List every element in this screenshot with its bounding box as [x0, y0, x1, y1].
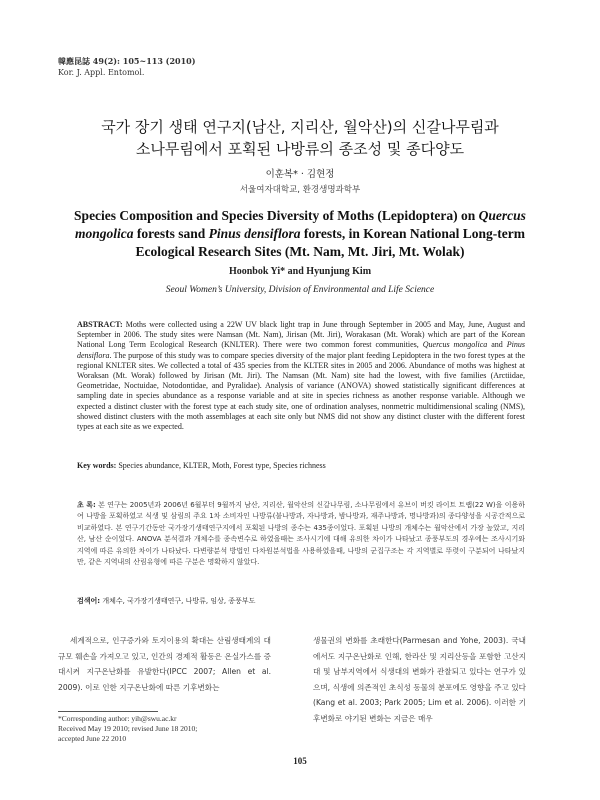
abstract-species-1: Quercus mongolica	[422, 340, 488, 350]
korean-authors: 이훈복* · 김현정	[265, 169, 335, 180]
korean-title-line-2: 소나무림에서 포획된 나방류의 종조성 및 종다양도	[135, 140, 465, 158]
english-keywords	[77, 461, 525, 470]
abstract-text-b: and	[487, 340, 507, 350]
english-abstract	[77, 320, 525, 432]
korean-title	[40, 116, 560, 160]
abstract-species-2: Pinus densiflora	[77, 340, 525, 360]
keywords-text: Species abundance, KLTER, Moth, Forest type, Species richness	[116, 461, 326, 470]
abstract-label: ABSTRACT:	[77, 320, 123, 329]
journal-header	[58, 56, 196, 78]
korean-keywords-text: 개체수, 국가장기생태연구, 나방류, 임상, 종풍부도	[100, 597, 256, 605]
footnote-corresponding-author: *Corresponding author: yih@swu.ac.kr	[58, 714, 177, 723]
footnote-accepted: accepted June 22 2010	[58, 734, 127, 743]
english-affiliation: Seoul Women’s University, Division of Environmental and Life Science	[165, 285, 435, 295]
footnote	[58, 714, 271, 744]
footnote-divider	[58, 711, 158, 712]
korean-keywords	[77, 596, 525, 606]
korean-abstract	[77, 500, 525, 568]
korean-title-line-1: 국가 장기 생태 연구지(남산, 지리산, 월악산)의 신갈나무림과	[101, 118, 499, 136]
english-title	[50, 207, 550, 261]
journal-abbreviation: Kor. J. Appl. Entomol.	[58, 68, 145, 77]
abstract-text-a: Moths were collected using a 22W UV black light trap in June through September in 2005 and May, June, August and September in 2006. The study sites were Namsan (Mt. Nam), Jirisan (Mt. Jiri), Worakasan (Mt. Worak) which are part of the Korean National Long Term Ecological Research (KNLTER). There were two common forest communities,	[77, 320, 525, 350]
footnote-received: Received May 19 2010; revised June 18 2010;	[58, 724, 198, 733]
korean-affiliation: 서울여자대학교, 환경생명과학부	[239, 185, 361, 195]
english-title-part-3: forests, in Korean National Long-term Ecological Research Sites (Mt. Nam, Mt. Jiri, Mt. Wolak)	[135, 226, 526, 259]
abstract-text-c: . The purpose of this study was to compare species diversity of the major plant feeding Lepidoptera in the two forest types at the regional KNLTER sites. We collected a total of 435 species from the KLTER sites in 2005 and 2006. Abundance of moths was highest at Woraksan (Mt. Worak) followed by Jirisan (Mt. Jiri). The Namsan (Mt. Nam) site had the lowest, with five families (Arctiidae, Geometridae, Noctuidae, Notodontidae, and Pyralidae). Analysis of variance (ANOVA) showed statistically significant differences at sampling date in species abundance as a response variable and at site in species richness as another response variable. Although we expected a distinct cluster with the forest type at each study site, one of ordination analyses, nonmetric multidimensional scaling (NMS), showed distinct clusters with the moth assemblages at each site only but NMS did not show any distinct cluster with the different forest types at each site as we expected.	[77, 350, 525, 432]
journal-citation: 韓應昆誌 49(2): 105~113 (2010)	[58, 56, 196, 66]
english-title-part-2: forests sand	[133, 226, 209, 241]
keywords-label: Key words:	[77, 461, 117, 470]
body-column-right: 생물권의 변화를 초래한다(Parmesan and Yohe, 2003). 국내에서도 지구온난화로 인해, 한라산 및 지리산등을 포함한 고산지대 및 남부지역에서 식생대의 변화가 관찰되고 있다는 연구가 있으며, 식생에 의존적인 초식성 동물의 분포에도 영향을 주고 있다(Kang et al. 2003; Park 2005; Lim et al. 2006). 이러한 기후변화로 야기된 변화는 지금은 매우	[313, 636, 526, 723]
korean-abstract-text: 본 연구는 2005년과 2006년 6월부터 9월까지 남산, 지리산, 월악산의 신갈나무림, 소나무림에서 유브이 버킷 라이트 트랩(22 W)을 이용하여 나방을 포획하였고 식생 및 삼림의 주요 1차 소비자인 나방류(불나방과, 자나방과, 밤나방과, 재주나방과, 명나방과)의 종다양성을 시공간적으로 비교하였다. 본 연구기간동안 국가장기생태연구지에서 포획된 나방의 종수는 435종이었다. 포획된 나방의 개체수는 월악산에서 가장 높았고, 지리산, 남산 순이었다. ANOVA 분석결과 개체수를 종속변수로 하였을때는 조사시기에 대해 유의한 차이가 나타났고 종풍부도의 경우에는 조사시기와 지역에 따른 유의한 차이가 나타났다. 다변량분석 방법인 다차원분석법을 사용하였을때, 나방의 군집구조는 각 지역별로 뚜렷이 구분되어 나타났지만, 같은 지역내의 산림유형에 따른 구분은 명확하지 않았다.	[77, 501, 525, 567]
body-column-left: 세계적으로, 인구증가와 토지이용의 확대는 산림생태계의 대규모 훼손을 가져오고 있고, 인간의 경제적 활동은 온실가스를 증대시켜 지구온난화를 유발한다(IPCC 2007; Allen et al. 2009). 이로 인한 지구온난화에 따른 기후변화는	[58, 636, 271, 692]
page-number: 105	[293, 756, 307, 766]
english-title-part-1: Species Composition and Species Diversity of Moths (Lepidoptera) on	[74, 208, 479, 223]
english-title-species-1: Quercus mongolica	[74, 208, 526, 241]
korean-keywords-label: 검색어:	[77, 597, 101, 605]
english-title-species-2: Pinus densiflora	[208, 226, 301, 241]
korean-abstract-label: 초 록:	[77, 501, 96, 509]
english-authors: Hoonbok Yi* and Hyunjung Kim	[228, 266, 372, 277]
